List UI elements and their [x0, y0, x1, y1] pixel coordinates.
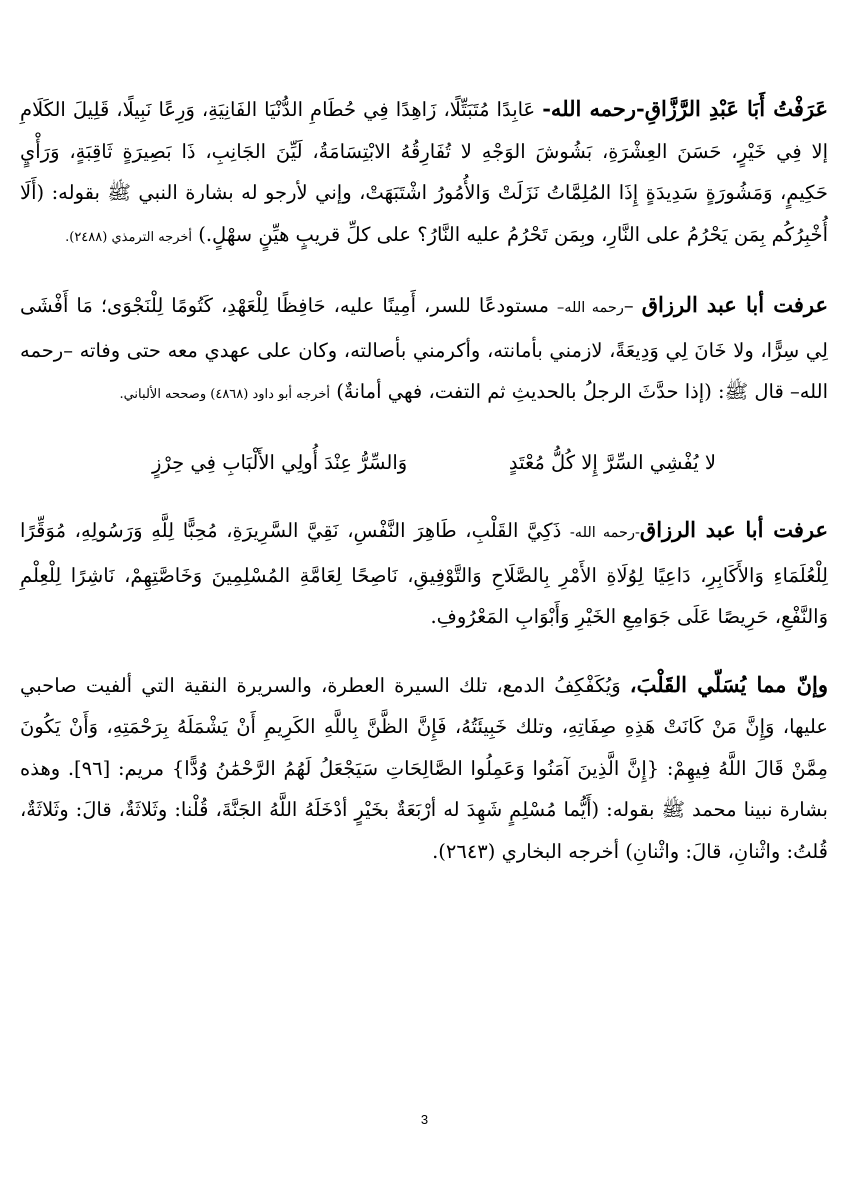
paragraph-1-lead: عَرَفْتُ أَبَا عَبْدِ الرَّزَّاقِ-رحمه الله- — [542, 96, 828, 121]
page-content — [20, 88, 828, 872]
poem-hemistich-first: لا يُفْشِي السِّرَّ إِلا كُلُّ مُعْتَدٍ — [508, 450, 716, 474]
paragraph-2-citation: أخرجه أبو داود (٤٨٦٨) وصححه الألباني. — [119, 387, 330, 402]
paragraph-2-lead: عرفت أبا عبد الرزاق — [641, 292, 828, 317]
paragraph-2-dash: – — [623, 294, 642, 317]
paragraph-2-honorific: رحمه الله– — [557, 300, 624, 316]
paragraph-1-citation: أخرجه الترمذي (٢٤٨٨). — [65, 229, 193, 245]
paragraph-3-lead: عرفت أبا عبد الرزاق — [639, 517, 828, 542]
paragraph-1-text: عَابِدًا مُتَبَتِّلًا، زَاهِدًا فِي حُطَامِ الدُّنْيَا الفَانِيَةِ، وَرِعًا نَبِيلًا، قَلِيلَ الكَلَامِ إلا فِي خَيْرٍ، حَسَنَ العِشْرَةِ، بَشُوشَ الوَجْهِ لا تُفَارِقُهُ الابْتِسَامَةُ، لَيِّنَ الجَانِبِ، ذَا بَصِيرَةٍ ثَاقِبَةٍ، وَرَأْيٍ حَكِيمٍ، وَمَشُورَةٍ سَدِيدَةٍ إِذَا المُلِمَّاتُ نَزَلَتْ وَالأُمُورُ اشْتَبَهَتْ، وإني لأرجو له بشارة النبي ﷺ بقوله: (أَلَا أُخْبِرُكُم بِمَن يَحْرُمُ على النَّارِ، وبِمَن تَحْرُمُ عليه النَّارُ؟ على كلِّ قريبٍ هيِّنٍ سهْلٍ.) — [20, 98, 828, 246]
paragraph-3 — [20, 509, 828, 638]
poem-verse — [20, 442, 828, 484]
paragraph-4 — [20, 664, 828, 873]
paragraph-2-text: مستودعًا للسر، أَمِينًا عليه، حَافِظًا لِلْعَهْدِ، كَتُومًا لِلْنَجْوَى؛ مَا أَفْشَى لِي سِرًّا، ولا خَانَ لِي وَدِيعَةً، لازمني بأمانته، وأكرمني بأصالته، وكان على عهدي معه حتى وفاته –رحمه الله– قال ﷺ: (إذا حدَّثَ الرجلُ بالحديثِ ثم التفت، فهي أمانةٌ) — [20, 294, 828, 403]
paragraph-1 — [20, 88, 828, 258]
paragraph-3-text: ذَكِيَّ القَلْبِ، طَاهِرَ النَّفْسِ، نَقِيَّ السَّرِيرَةِ، مُحِبًّا لِلَّهِ وَرَسُولِهِ، مُوَقِّرًا لِلْعُلَمَاءِ وَالأَكَابِرِ، دَاعِيًا لِوُلَاةِ الأَمْرِ بِالصَّلَاحِ وَالتَّوْفِيقِ، نَاصِحًا لِعَامَّةِ المُسْلِمِينَ وَخَاصَّتِهِمْ، نَاشِرًا لِلْعِلْمِ وَالنَّفْعِ، حَرِيصًا عَلَى جَوَامِعِ الخَيْرِ وَأَبْوَابِ المَعْرُوفِ. — [20, 519, 828, 628]
paragraph-2 — [20, 284, 828, 416]
paragraph-4-text: وَيُكَفْكِفُ الدمع، تلك السيرة العطرة، والسريرة النقية التي ألفيت صاحبي عليها، وَإِنَّ مَنْ كَانَتْ هَذِهِ صِفَاتِهِ، وتلك خَبِيئَتُهُ، فَإِنَّ الظَّنَّ بِاللَّهِ الكَرِيمِ أَنْ يَشْمَلَهُ بِرَحْمَتِهِ، وَأَنْ يَكُونَ مِمَّنْ قَالَ اللَّهُ فِيهِمْ: {إِنَّ الَّذِينَ آمَنُوا وَعَمِلُوا الصَّالِحَاتِ سَيَجْعَلُ لَهُمُ الرَّحْمَٰنُ وُدًّا} مريم: [٩٦]. وهذه بشارة نبينا محمد ﷺ بقوله: (أَيُّما مُسْلِمٍ شَهِدَ له أرْبَعَةٌ بخَيْرٍ أدْخَلَهُ اللَّهُ الجَنَّةَ، قُلْنا: وثَلاثَةٌ، قالَ: وثَلاثَةٌ، قُلتُ: واثْنانِ، قالَ: واثْنانِ) أخرجه البخاري (٢٦٤٣). — [20, 673, 828, 863]
page-number: 3 — [420, 1112, 429, 1127]
paragraph-4-lead: وإنّ مما يُسَلّي القَلْبَ، — [629, 671, 828, 697]
paragraph-3-honorific: -رحمه الله- — [569, 525, 640, 541]
poem-hemistich-second: وَالسِّرُّ عِنْدَ أُولِي الأَلْبَابِ فِي حِرْزٍ — [152, 450, 408, 474]
